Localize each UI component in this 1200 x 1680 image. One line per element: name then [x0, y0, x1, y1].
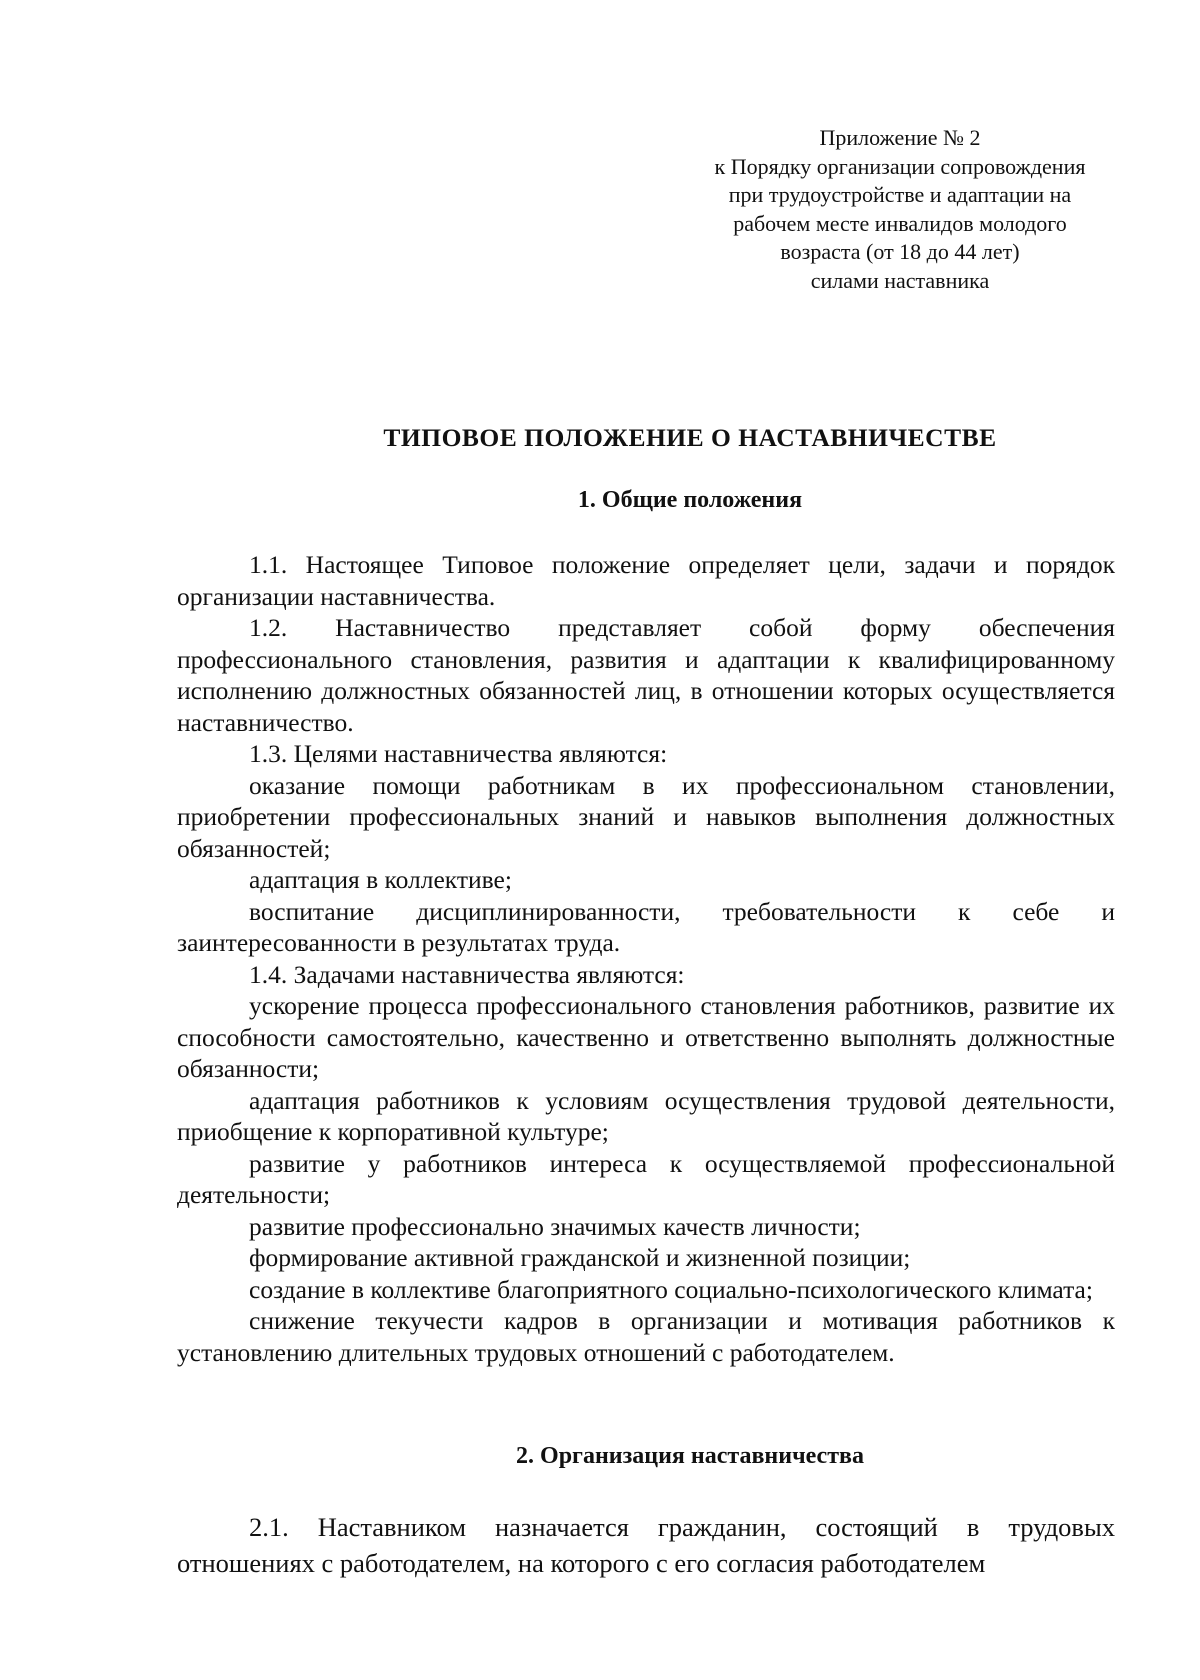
paragraph: 2.1. Наставником назначается гражданин, состоящий в трудовых отношениях с работодателем, на которого с его согласия работодателем [177, 1512, 1115, 1578]
paragraph: 1.1. Настоящее Типовое положение определяет цели, задачи и порядок организации наставничества. [177, 550, 1115, 611]
appendix-header [640, 124, 1160, 295]
document-title: ТИПОВОЕ ПОЛОЖЕНИЕ О НАСТАВНИЧЕСТВЕ [383, 423, 997, 452]
section-1-title: 1. Общие положения [577, 487, 803, 513]
paragraph: адаптация работников к условиям осуществления трудовой деятельности, приобщение к корпоративной культуре; [177, 1085, 1115, 1146]
section-2-body [177, 1509, 1115, 1581]
paragraph: 1.3. Целями наставничества являются: [249, 739, 668, 768]
paragraph: 1.4. Задачами наставничества являются: [249, 959, 685, 989]
paragraph: формирование активной гражданской и жизненной позиции; [249, 1243, 911, 1272]
appendix-line: к Порядку организации сопровождения [714, 153, 1086, 179]
appendix-line: возраста (от 18 до 44 лет) [780, 239, 1020, 264]
paragraph: оказание помощи работникам в их профессиональном становлении, приобретении профессиональных знаний и навыков выполнения должностных обязанностей; [177, 770, 1115, 863]
paragraph: воспитание дисциплинированности, требовательности к себе и заинтересованности в результатах труда. [177, 896, 1115, 957]
paragraph: адаптация в коллективе; [249, 865, 512, 894]
appendix-line: Приложение № 2 [819, 125, 981, 150]
paragraph: создание в коллективе благоприятного социально-психологического климата; [249, 1274, 1093, 1304]
paragraph: 1.2. Наставничество представляет собой форму обеспечения профессионального становления, развития и адаптации к квалифицированному исполнению должностных обязанностей лиц, в отношении которых осуществляется наставничество. [177, 613, 1115, 737]
paragraph: ускорение процесса профессионального становления работников, развитие их способности самостоятельно, качественно и ответственно выполнять должностные обязанности; [177, 991, 1115, 1083]
section-2-title: 2. Организация наставничества [516, 1443, 864, 1469]
appendix-line: рабочем месте инвалидов молодого [733, 210, 1067, 236]
section-1-body [177, 549, 1115, 1368]
paragraph: снижение текучести кадров в организации и мотивация работников к установлению длительных трудовых отношений с работодателем. [177, 1306, 1115, 1367]
paragraph: развитие профессионально значимых качеств личности; [249, 1211, 861, 1241]
appendix-line: силами наставника [810, 267, 990, 293]
appendix-line: при трудоустройстве и адаптации на [728, 182, 1072, 207]
paragraph: развитие у работников интереса к осуществляемой профессиональной деятельности; [177, 1148, 1115, 1209]
